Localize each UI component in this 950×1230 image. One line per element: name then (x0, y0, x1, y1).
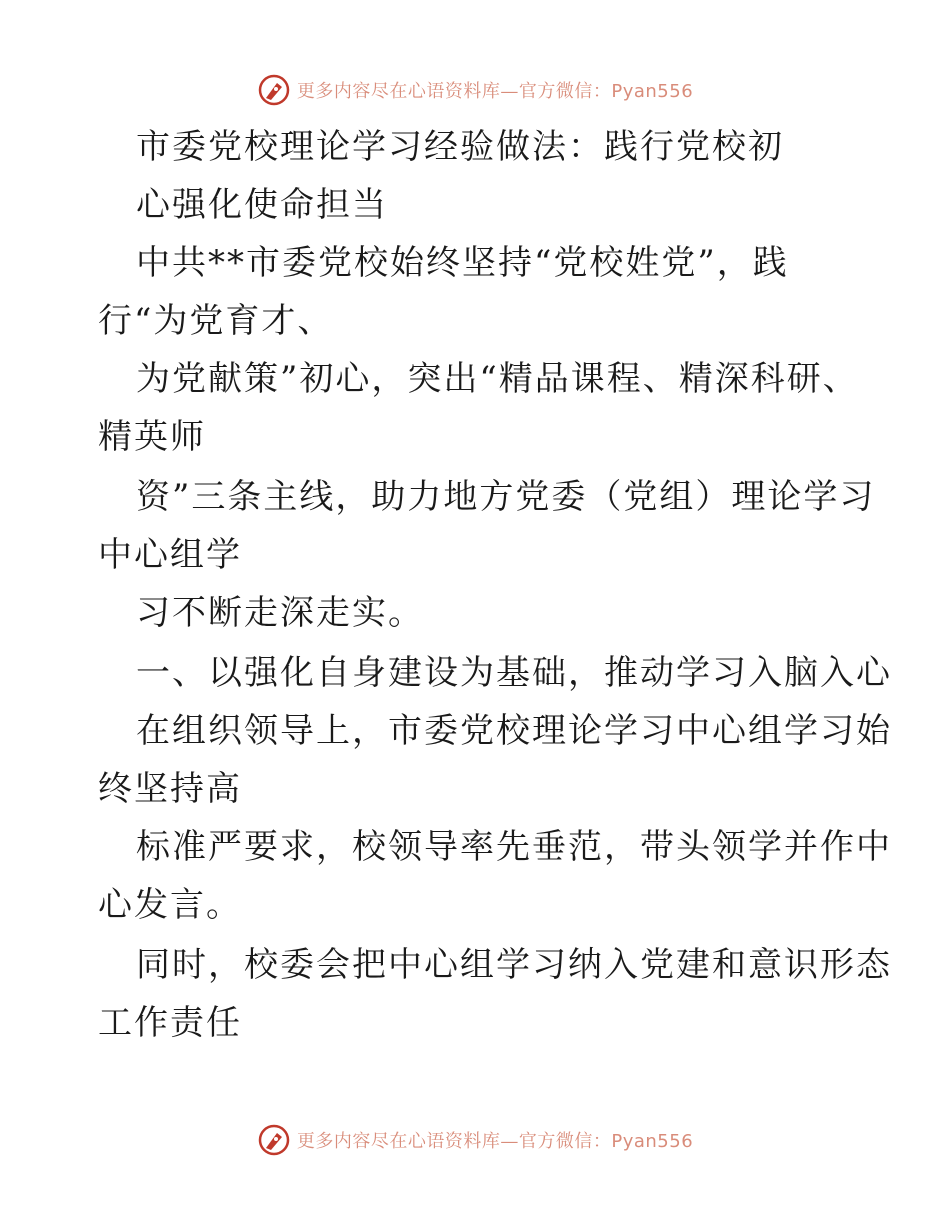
paragraph-line: 为党献策”初心，突出“精品课程、精深科研、 (136, 359, 859, 399)
doc-title-line-2: 心强化使命担当 (136, 185, 388, 225)
paragraph-line: 心发言。 (98, 885, 242, 925)
paragraph-line: 同时，校委会把中心组学习纳入党建和意识形态 (136, 945, 892, 985)
paragraph-line: 标准严要求，校领导率先垂范，带头领学并作中 (136, 827, 892, 867)
paragraph-line: 工作责任 (98, 1003, 242, 1043)
paragraph-line: 在组织领导上，市委党校理论学习中心组学习始 (136, 711, 892, 751)
watermark-wechat-id: Pyan556 (611, 81, 694, 102)
paragraph-line: 中共**市委党校始终坚持“党校姓党”，践 (136, 243, 789, 283)
doc-title-line-1: 市委党校理论学习经验做法：践行党校初 (136, 127, 784, 167)
watermark-text: 更多内容尽在心语资料库—官方微信：Pyan556 (296, 1131, 694, 1152)
paragraph-line: 资”三条主线，助力地方党委（党组）理论学习 (136, 477, 876, 517)
section-heading: 一、以强化自身建设为基础，推动学习入脑入心 (136, 653, 892, 693)
paragraph-line: 终坚持高 (98, 769, 242, 809)
paragraph-line: 精英师 (98, 417, 206, 457)
pen-nib-logo-icon (257, 1123, 291, 1157)
watermark-wechat-id: Pyan556 (611, 1131, 694, 1152)
watermark-text: 更多内容尽在心语资料库—官方微信：Pyan556 (296, 81, 694, 102)
paragraph-line: 中心组学 (98, 535, 242, 575)
footer-watermark (0, 1120, 950, 1160)
paragraph-line: 行“为党育才、 (98, 301, 334, 341)
pen-nib-logo-icon (257, 73, 291, 107)
paragraph-line: 习不断走深走实。 (136, 593, 424, 633)
header-watermark (0, 70, 950, 110)
